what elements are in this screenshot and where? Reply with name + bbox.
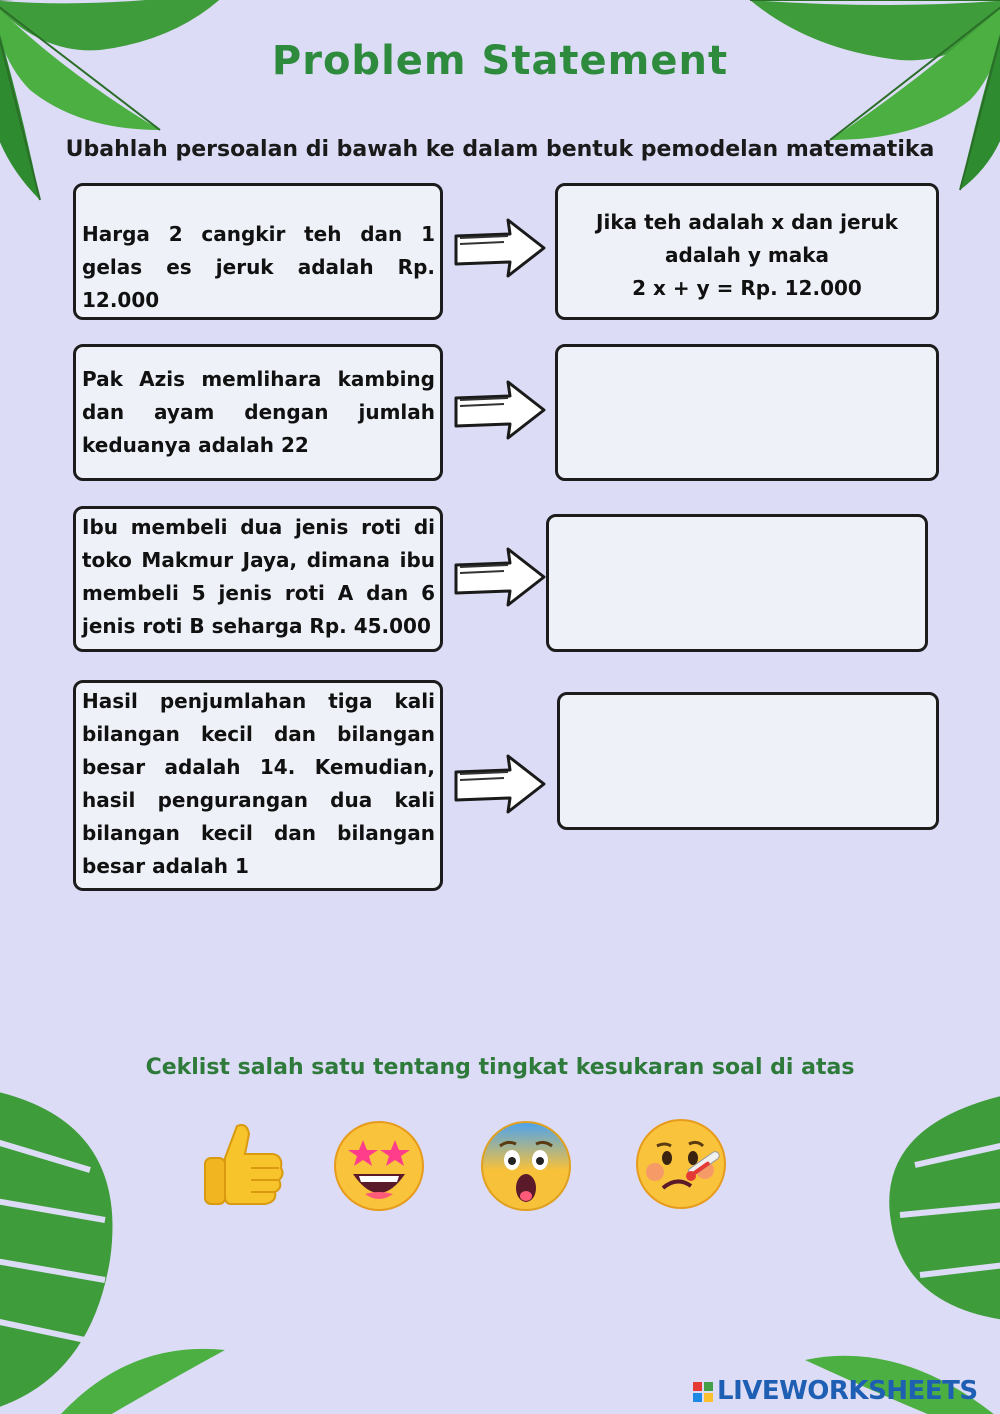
palm-leaf-bottom-left-icon (50, 1310, 230, 1414)
question-text-3: Ibu membeli dua jenis roti di toko Makmur Jaya, dimana ibu membeli 5 jenis roti A dan 6 jenis roti B seharga Rp. 45.000 (82, 515, 435, 638)
arrow-right-icon (452, 752, 548, 816)
answer-text-1 (560, 206, 934, 305)
liveworksheets-logo-icon (693, 1382, 713, 1402)
face-with-thermometer-icon[interactable] (633, 1116, 729, 1212)
answer-line: adalah y maka (665, 243, 829, 267)
instruction-text: Ubahlah persoalan di bawah ke dalam bentuk pemodelan matematika (65, 137, 935, 162)
question-text-2: Pak Azis memlihara kambing dan ayam dengan jumlah keduanya adalah 22 (82, 367, 435, 457)
answer-input-2[interactable] (565, 354, 933, 473)
page-title: Problem Statement (271, 38, 729, 84)
arrow-right-icon (452, 216, 548, 280)
question-text-4: Hasil penjumlahan tiga kali bilangan kecil dan bilangan besar adalah 14. Kemudian, hasil pengurangan dua kali bilangan kecil dan bilangan besar adalah 1 (82, 689, 435, 878)
logo-text: LIVEWORKSHEETS (717, 1376, 978, 1406)
arrow-right-icon (452, 378, 548, 442)
question-text-1: Harga 2 cangkir teh dan 1 gelas es jeruk adalah Rp. 12.000 (82, 222, 435, 312)
palm-leaf-top-left-icon (0, 0, 280, 210)
checklist-title: Ceklist salah satu tentang tingkat kesukaran soal di atas (145, 1055, 855, 1080)
answer-line: Jika teh adalah x dan jeruk (596, 210, 898, 234)
anxious-face-icon[interactable] (478, 1118, 574, 1214)
monstera-leaf-bottom-right-icon (880, 1085, 1000, 1325)
answer-input-4[interactable] (567, 702, 933, 822)
star-struck-icon[interactable] (331, 1118, 427, 1214)
answer-input-3[interactable] (556, 524, 922, 644)
arrow-right-icon (452, 545, 548, 609)
thumbs-up-icon[interactable] (195, 1116, 291, 1212)
answer-line: 2 x + y = Rp. 12.000 (632, 276, 862, 300)
liveworksheets-logo (693, 1376, 993, 1406)
